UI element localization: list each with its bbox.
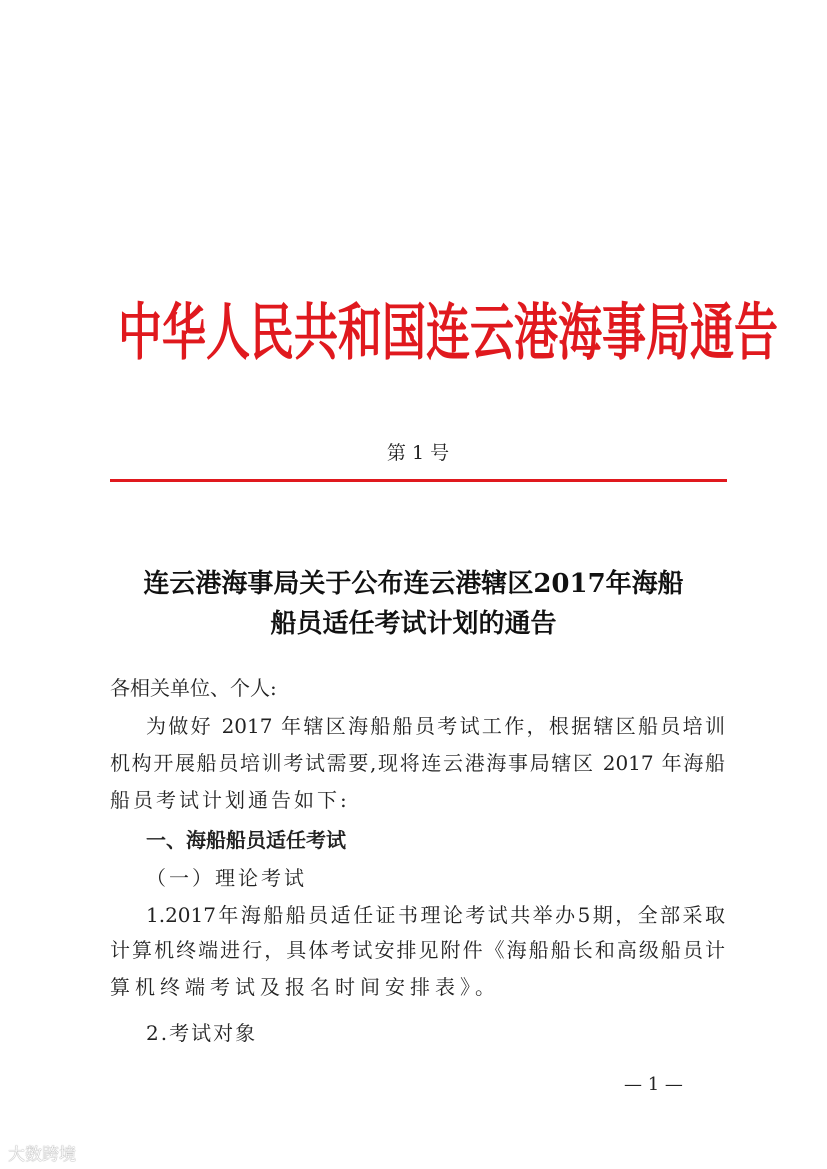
red-divider [110, 479, 727, 482]
body-line: 算机终端考试及报名时间安排表》。 [110, 975, 500, 999]
body-line: 为做好 2017 年辖区海船船员考试工作，根据辖区船员培训 [146, 714, 725, 738]
salutation: 各相关单位、个人: [110, 676, 277, 700]
page-number: — 1 — [624, 1074, 683, 1095]
notice-title-line-2: 船员适任考试计划的通告 [270, 609, 557, 639]
body-line: 1.2017年海船船员适任证书理论考试共举办5期，全部采取 [146, 903, 725, 927]
watermark: 大数跨境 [8, 1145, 76, 1165]
body-line: 2.考试对象 [146, 1021, 258, 1045]
body-line: 计算机终端进行，具体考试安排见附件《海船船长和高级船员计 [110, 938, 725, 962]
masthead-title: 中华人民共和国连云港海事局通告 [118, 297, 778, 369]
notice-title-line-1: 连云港海事局关于公布连云港辖区2017年海船 [143, 569, 684, 599]
subsection-heading: （一）理论考试 [146, 866, 307, 890]
section-heading: 一、海船船员适任考试 [146, 828, 346, 852]
body-line: 船员考试计划通告如下: [110, 788, 350, 812]
body-line: 机构开展船员培训考试需要,现将连云港海事局辖区 2017 年海船 [110, 751, 725, 775]
document-number: 第 1 号 [386, 442, 450, 464]
